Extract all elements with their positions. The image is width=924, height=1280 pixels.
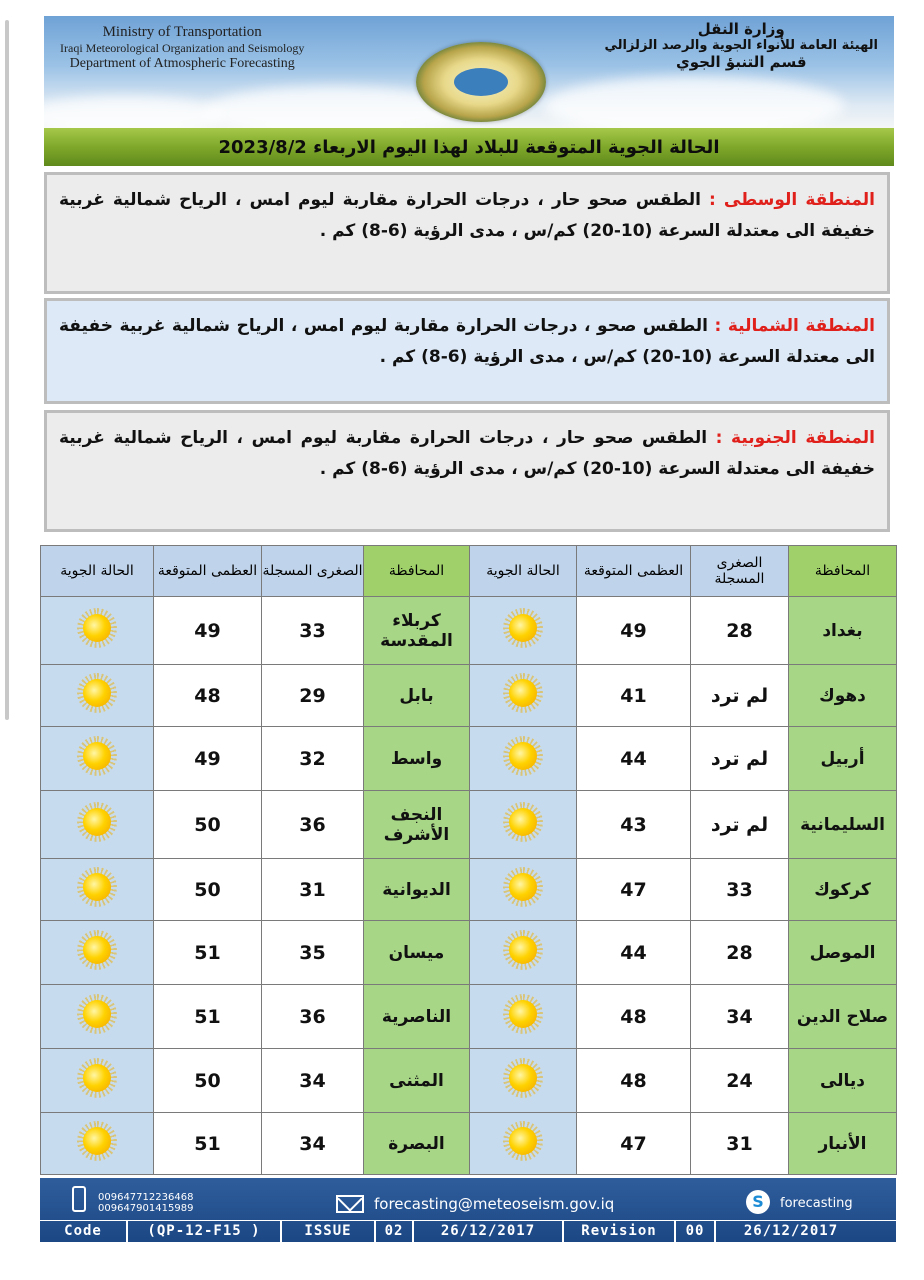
sunny-icon: [71, 608, 123, 648]
sunny-icon: [497, 1121, 549, 1161]
weather-cell: [41, 665, 154, 727]
governorate-cell: ميسان: [364, 921, 470, 985]
max-temp-cell: 50: [154, 1049, 262, 1113]
max-temp-cell: 44: [577, 727, 691, 791]
region-name: المنطقة الشمالية :: [714, 316, 875, 336]
skype-icon: S: [746, 1190, 770, 1214]
sunny-icon: [71, 930, 123, 970]
min-temp-cell: 36: [262, 985, 364, 1049]
max-temp-cell: 41: [577, 665, 691, 727]
max-temp-cell: 49: [154, 727, 262, 791]
table-row: [41, 1049, 897, 1113]
header-banner: [44, 16, 894, 128]
governorate-cell: كركوك: [789, 859, 897, 921]
sunny-icon: [71, 867, 123, 907]
weather-cell: [41, 859, 154, 921]
footer: [40, 1178, 896, 1242]
code-value: (QP-12-F15 ): [128, 1221, 282, 1243]
max-temp-cell: 48: [154, 665, 262, 727]
weather-cell: [470, 859, 577, 921]
region-name: المنطقة الوسطى :: [709, 190, 875, 210]
min-temp-cell: لم ترد: [691, 791, 789, 859]
table-row: [41, 791, 897, 859]
table-row: [41, 921, 897, 985]
issue-date: 26/12/2017: [414, 1221, 564, 1243]
department-name-ar: قسم التنبؤ الجوي: [675, 53, 807, 71]
header-min: الصغرى المسجلة: [262, 546, 364, 597]
max-temp-cell: 49: [577, 597, 691, 665]
sunny-icon: [497, 673, 549, 713]
document-code-row: [40, 1220, 896, 1243]
sunny-icon: [497, 736, 549, 776]
region-south: [44, 410, 890, 532]
min-temp-cell: 34: [691, 985, 789, 1049]
region-text: الطقس صحو حار ، درجات الحرارة مقاربة ليوم امس ، الرياح شمالية غربية خفيفة الى معتدلة السرعة (10-20) كم/س ، مدى الرؤية (6-8) كم .: [59, 428, 875, 479]
sunny-icon: [497, 930, 549, 970]
weather-cell: [470, 791, 577, 859]
governorate-cell: بغداد: [789, 597, 897, 665]
email-address[interactable]: forecasting@meteoseism.gov.iq: [374, 1195, 615, 1213]
max-temp-cell: 48: [577, 985, 691, 1049]
skype-id[interactable]: forecasting: [780, 1196, 853, 1211]
min-temp-cell: 34: [262, 1049, 364, 1113]
department-name-en: Department of Atmospheric Forecasting: [69, 56, 295, 71]
min-temp-cell: 28: [691, 597, 789, 665]
governorate-cell: الأنبار: [789, 1113, 897, 1175]
header-min: الصغرى المسجلة: [691, 546, 789, 597]
min-temp-cell: 33: [691, 859, 789, 921]
sunny-icon: [497, 1058, 549, 1098]
weather-cell: [470, 665, 577, 727]
sunny-icon: [71, 802, 123, 842]
table-row: [41, 859, 897, 921]
region-central: [44, 172, 890, 294]
header-governorate: المحافظة: [789, 546, 897, 597]
ministry-arabic: [604, 20, 878, 71]
sunny-icon: [497, 867, 549, 907]
weather-cell: [470, 597, 577, 665]
ministry-english: [60, 24, 304, 72]
organization-name-en: Iraqi Meteorological Organization and Seismology: [60, 41, 305, 55]
min-temp-cell: 35: [262, 921, 364, 985]
min-temp-cell: لم ترد: [691, 665, 789, 727]
phone-1: 009647712236468: [98, 1192, 194, 1203]
region-name: المنطقة الجنوبية :: [715, 428, 875, 448]
governorate-cell: المثنى: [364, 1049, 470, 1113]
min-temp-cell: 33: [262, 597, 364, 665]
weather-cell: [41, 921, 154, 985]
weather-cell: [470, 1049, 577, 1113]
sunny-icon: [497, 608, 549, 648]
governorate-cell: صلاح الدين: [789, 985, 897, 1049]
region-text: الطقس صحو ، درجات الحرارة مقاربة ليوم امس ، الرياح شمالية غربية خفيفة الى معتدلة السرعة (10-20) كم/س ، مدى الرؤية (6-8) كم .: [59, 316, 875, 367]
weather-cell: [470, 985, 577, 1049]
forecast-title: الحالة الجوية المتوقعة للبلاد لهذا اليوم الاربعاء 2023/8/2: [218, 136, 720, 158]
header-max: العظمى المتوقعة: [154, 546, 262, 597]
region-text: الطقس صحو حار ، درجات الحرارة مقاربة ليوم امس ، الرياح شمالية غربية خفيفة الى معتدلة السرعة (10-20) كم/س ، مدى الرؤية (6-8) كم .: [59, 190, 875, 241]
max-temp-cell: 48: [577, 1049, 691, 1113]
title-bar: [44, 128, 894, 166]
sunny-icon: [497, 994, 549, 1034]
min-temp-cell: 32: [262, 727, 364, 791]
table-header-row: [41, 546, 897, 597]
header-governorate: المحافظة: [364, 546, 470, 597]
min-temp-cell: 34: [262, 1113, 364, 1175]
governorate-cell: بابل: [364, 665, 470, 727]
mail-icon: [336, 1195, 364, 1213]
code-label: Code: [40, 1221, 128, 1243]
min-temp-cell: 36: [262, 791, 364, 859]
max-temp-cell: 47: [577, 859, 691, 921]
sunny-icon: [71, 1058, 123, 1098]
min-temp-cell: 29: [262, 665, 364, 727]
header-weather: الحالة الجوية: [41, 546, 154, 597]
organization-logo: [416, 42, 546, 122]
sunny-icon: [71, 994, 123, 1034]
min-temp-cell: 24: [691, 1049, 789, 1113]
scrollbar[interactable]: [5, 20, 9, 720]
governorate-cell: الديوانية: [364, 859, 470, 921]
sunny-icon: [71, 673, 123, 713]
region-north: [44, 298, 890, 404]
governorate-cell: ديالى: [789, 1049, 897, 1113]
table-row: [41, 597, 897, 665]
weather-cell: [470, 1113, 577, 1175]
min-temp-cell: 31: [691, 1113, 789, 1175]
governorate-cell: دهوك: [789, 665, 897, 727]
sunny-icon: [71, 1121, 123, 1161]
max-temp-cell: 49: [154, 597, 262, 665]
governorate-cell: أربيل: [789, 727, 897, 791]
governorate-cell: الناصرية: [364, 985, 470, 1049]
max-temp-cell: 47: [577, 1113, 691, 1175]
weather-cell: [41, 1113, 154, 1175]
ministry-name-en: Ministry of Transportation: [102, 24, 262, 40]
organization-name-ar: الهيئة العامة للأنواء الجوية والرصد الزلزالي: [604, 38, 878, 53]
forecast-table: [40, 545, 897, 1175]
max-temp-cell: 43: [577, 791, 691, 859]
weather-cell: [41, 727, 154, 791]
revision-date: 26/12/2017: [743, 1223, 839, 1239]
issue-number: 02: [376, 1221, 414, 1243]
sunny-icon: [497, 802, 549, 842]
weather-cell: [41, 1049, 154, 1113]
ministry-name-ar: وزارة النقل: [697, 20, 785, 38]
table-row: [41, 985, 897, 1049]
table-row: [41, 727, 897, 791]
header-max: العظمى المتوقعة: [577, 546, 691, 597]
weather-cell: [41, 597, 154, 665]
governorate-cell: السليمانية: [789, 791, 897, 859]
governorate-cell: البصرة: [364, 1113, 470, 1175]
weather-cell: [470, 921, 577, 985]
sunny-icon: [71, 736, 123, 776]
phone-icon: [72, 1186, 86, 1212]
phone-numbers: [98, 1192, 193, 1214]
max-temp-cell: 51: [154, 921, 262, 985]
weather-cell: [41, 985, 154, 1049]
max-temp-cell: 50: [154, 791, 262, 859]
governorate-cell: كربلاء المقدسة: [364, 597, 470, 665]
issue-label: ISSUE: [282, 1221, 376, 1243]
governorate-cell: الموصل: [789, 921, 897, 985]
max-temp-cell: 51: [154, 1113, 262, 1175]
governorate-cell: النجف الأشرف: [364, 791, 470, 859]
max-temp-cell: 50: [154, 859, 262, 921]
weather-cell: [41, 791, 154, 859]
min-temp-cell: 28: [691, 921, 789, 985]
min-temp-cell: 31: [262, 859, 364, 921]
min-temp-cell: لم ترد: [691, 727, 789, 791]
revision-number: 00: [676, 1221, 716, 1243]
phone-2: 009647901415989: [98, 1203, 194, 1214]
header-weather: الحالة الجوية: [470, 546, 577, 597]
table-row: [41, 1113, 897, 1175]
max-temp-cell: 51: [154, 985, 262, 1049]
governorate-cell: واسط: [364, 727, 470, 791]
table-row: [41, 665, 897, 727]
max-temp-cell: 44: [577, 921, 691, 985]
revision-label: Revision: [564, 1221, 676, 1243]
weather-cell: [470, 727, 577, 791]
